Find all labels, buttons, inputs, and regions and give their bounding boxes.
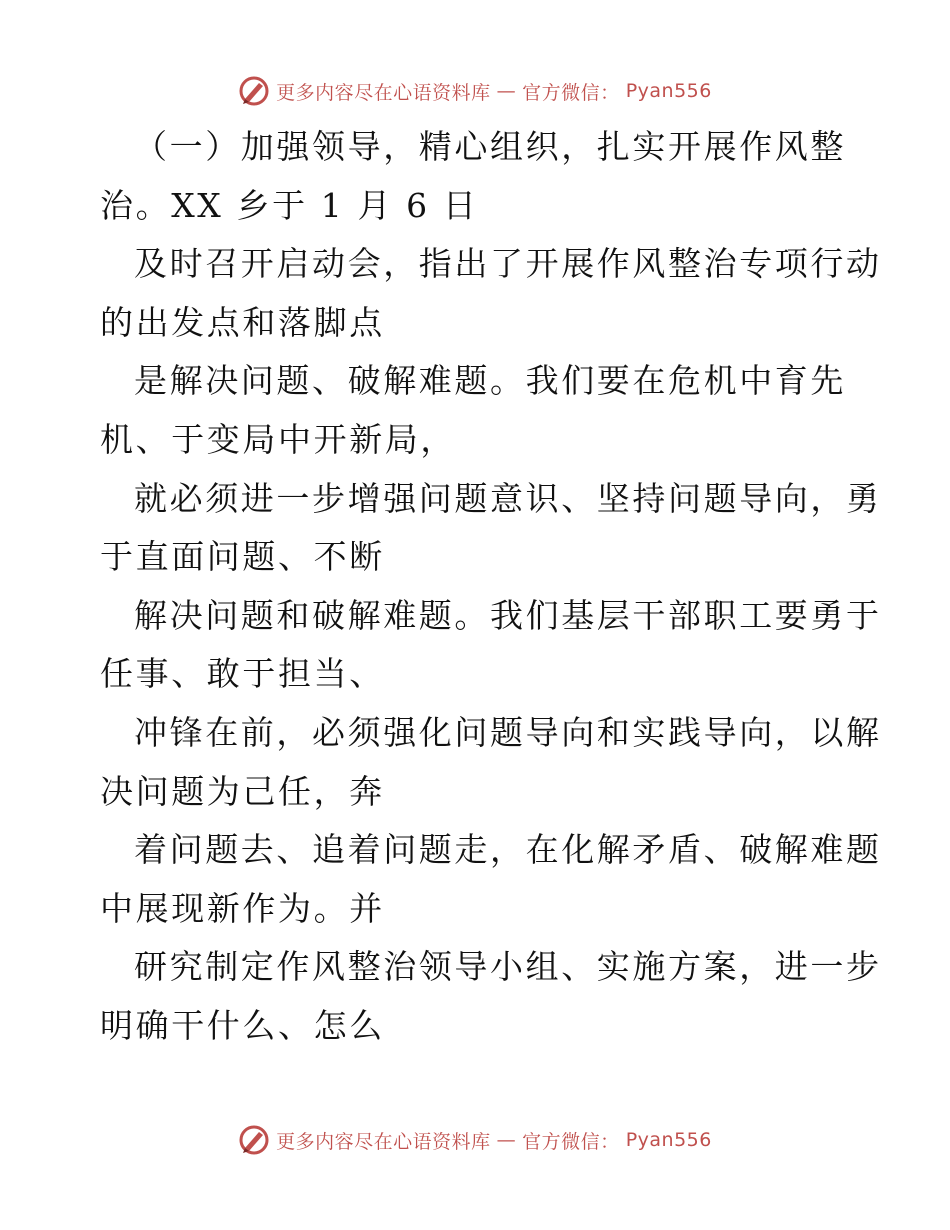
body-line: 决问题为己任，奔	[100, 771, 385, 811]
body-line: 的出发点和落脚点	[100, 302, 385, 342]
body-line: 解决问题和破解难题。我们基层干部职工要勇于	[134, 595, 882, 635]
watermark-brand: 更多内容尽在心语资料库	[276, 1130, 491, 1153]
watermark-wechat-label: 官方微信：	[522, 1130, 620, 1153]
footer-watermark	[0, 1120, 950, 1160]
body-line: 及时召开启动会，指出了开展作风整治专项行动	[134, 244, 882, 284]
body-line: 是解决问题、破解难题。我们要在危机中育先	[134, 361, 846, 401]
body-line: 任事、敢于担当、	[100, 654, 385, 694]
body-line: 冲锋在前，必须强化问题导向和实践导向，以解	[134, 712, 882, 752]
document-body	[100, 118, 882, 1056]
body-line: 研究制定作风整治领导小组、实施方案，进一步	[134, 947, 882, 987]
pen-logo-icon	[238, 75, 270, 107]
body-line: （一）加强领导，精心组织，扎实开展作风整	[134, 127, 846, 166]
body-line: 明确干什么、怎么	[100, 1005, 385, 1045]
watermark-separator: —	[496, 80, 517, 102]
body-line: 于直面问题、不断	[100, 537, 385, 577]
watermark-wechat-id: Pyan556	[625, 80, 712, 102]
body-line: 着问题去、追着问题走，在化解矛盾、破解难题	[134, 830, 882, 870]
pen-logo-icon	[238, 1124, 270, 1156]
body-line: 中展现新作为。并	[100, 888, 385, 928]
watermark-wechat-id: Pyan556	[625, 1129, 712, 1151]
watermark-wechat-label: 官方微信：	[522, 81, 620, 104]
watermark-brand: 更多内容尽在心语资料库	[276, 81, 491, 104]
watermark-separator: —	[496, 1129, 517, 1151]
body-line: 机、于变局中开新局，	[100, 419, 456, 459]
header-watermark	[0, 71, 950, 111]
body-line: 治。XX 乡于 1 月 6 日	[100, 185, 479, 225]
body-line: 就必须进一步增强问题意识、坚持问题导向，勇	[134, 478, 882, 518]
